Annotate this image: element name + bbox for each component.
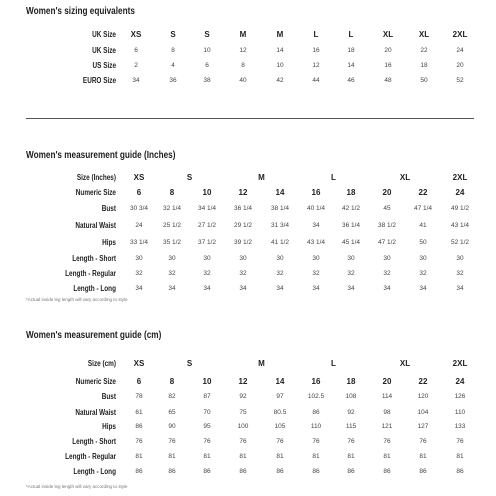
footnote-inches: *Actual inside leg length will vary according to style bbox=[26, 297, 128, 302]
table-cell: 76 bbox=[456, 438, 464, 445]
table-cell: 108 bbox=[345, 393, 357, 400]
table-cell: 6 bbox=[134, 47, 138, 54]
table-cell: 34 bbox=[456, 285, 464, 292]
row-label: Size (Inches) bbox=[76, 173, 116, 182]
table-cell: 81 bbox=[168, 453, 176, 460]
table-cell: 61 bbox=[135, 409, 143, 416]
table-cell: 34 bbox=[203, 285, 211, 292]
table-cell: M bbox=[258, 173, 265, 182]
table-cell: 32 bbox=[347, 270, 355, 277]
row-label: UK Size bbox=[92, 30, 116, 39]
table-cell: 80.5 bbox=[273, 409, 287, 416]
table-cell: 30 bbox=[383, 255, 391, 262]
table-cell: M bbox=[258, 359, 265, 368]
table-cell: 47 1/2 bbox=[377, 239, 397, 246]
table-cell: 75 bbox=[239, 409, 247, 416]
table-cell: XS bbox=[133, 359, 145, 368]
table-cell: 30 bbox=[203, 255, 211, 262]
section-title-cm-guide: Women's measurement guide (cm) bbox=[26, 330, 162, 341]
table-cell: 16 bbox=[384, 62, 392, 69]
table-cell: 38 1/4 bbox=[270, 205, 290, 212]
table-cell: 34 bbox=[419, 285, 427, 292]
table-cell: 30 bbox=[135, 255, 143, 262]
table-cell: 32 bbox=[239, 270, 247, 277]
table-cell: 30 bbox=[419, 255, 427, 262]
table-cell: 114 bbox=[381, 393, 393, 400]
table-cell: 115 bbox=[345, 423, 357, 430]
table-cell: 12 bbox=[238, 188, 248, 197]
table-cell: 52 bbox=[456, 77, 464, 84]
table-cell: 81 bbox=[312, 453, 320, 460]
table-cell: 12 bbox=[239, 47, 247, 54]
table-cell: 24 bbox=[135, 222, 143, 229]
table-cell: 81 bbox=[276, 453, 284, 460]
table-cell: 34 bbox=[132, 77, 140, 84]
table-cell: 81 bbox=[347, 453, 355, 460]
row-label: Length - Regular bbox=[65, 452, 116, 461]
table-cell: 81 bbox=[135, 453, 143, 460]
table-cell: 34 bbox=[312, 222, 320, 229]
row-label: Natural Waist bbox=[75, 221, 116, 230]
row-label: Size (cm) bbox=[87, 359, 116, 368]
table-cell: 32 bbox=[456, 270, 464, 277]
table-cell: 110 bbox=[454, 409, 466, 416]
table-cell: 30 bbox=[276, 255, 284, 262]
table-cell: 20 bbox=[382, 188, 392, 197]
table-cell: 86 bbox=[276, 468, 284, 475]
row-label: Bust bbox=[101, 204, 116, 213]
table-cell: 8 bbox=[171, 47, 175, 54]
table-cell: 20 bbox=[384, 47, 392, 54]
table-cell: 38 bbox=[203, 77, 211, 84]
table-cell: 36 1/4 bbox=[233, 205, 253, 212]
table-cell: 32 bbox=[135, 270, 143, 277]
table-cell: 2 bbox=[134, 62, 138, 69]
table-cell: 6 bbox=[136, 188, 142, 197]
table-cell: 65 bbox=[168, 409, 176, 416]
table-cell: 10 bbox=[202, 188, 212, 197]
table-cell: L bbox=[331, 173, 336, 182]
table-cell: 2XL bbox=[452, 359, 468, 368]
row-label: Length - Short bbox=[72, 254, 116, 263]
table-cell: 8 bbox=[169, 377, 175, 386]
table-cell: 90 bbox=[168, 423, 176, 430]
table-cell: 44 bbox=[312, 77, 320, 84]
table-cell: M bbox=[276, 30, 284, 39]
table-cell: 34 bbox=[276, 285, 284, 292]
table-cell: 86 bbox=[239, 468, 247, 475]
row-label: Natural Waist bbox=[75, 408, 116, 417]
table-cell: 86 bbox=[312, 409, 320, 416]
table-cell: 34 bbox=[383, 285, 391, 292]
table-cell: 81 bbox=[383, 453, 391, 460]
table-cell: 8 bbox=[241, 62, 245, 69]
table-cell: 41 1/2 bbox=[270, 239, 290, 246]
table-cell: 127 bbox=[417, 423, 429, 430]
row-label: Bust bbox=[101, 392, 116, 401]
table-cell: 24 bbox=[455, 188, 465, 197]
table-cell: 105 bbox=[274, 423, 286, 430]
table-cell: 43 1/4 bbox=[306, 239, 326, 246]
table-cell: 30 bbox=[312, 255, 320, 262]
section-title-inches-guide: Women's measurement guide (Inches) bbox=[26, 150, 176, 161]
table-cell: 76 bbox=[168, 438, 176, 445]
table-cell: 30 3/4 bbox=[129, 205, 149, 212]
table-cell: 32 bbox=[383, 270, 391, 277]
table-cell: 12 bbox=[238, 377, 248, 386]
table-cell: 2XL bbox=[452, 173, 468, 182]
table-cell: 6 bbox=[205, 62, 209, 69]
table-cell: 81 bbox=[419, 453, 427, 460]
table-cell: 14 bbox=[275, 377, 285, 386]
table-cell: 43 1/4 bbox=[450, 222, 470, 229]
table-cell: S bbox=[170, 30, 176, 39]
table-cell: 76 bbox=[347, 438, 355, 445]
table-cell: XL bbox=[399, 359, 411, 368]
table-cell: 45 bbox=[383, 205, 391, 212]
section-title-sizing-equivalents: Women's sizing equivalents bbox=[26, 6, 135, 17]
table-cell: 41 bbox=[419, 222, 427, 229]
table-cell: 95 bbox=[203, 423, 211, 430]
table-cell: 18 bbox=[346, 188, 356, 197]
table-cell: 30 bbox=[239, 255, 247, 262]
table-cell: 42 1/2 bbox=[341, 205, 361, 212]
table-cell: 76 bbox=[419, 438, 427, 445]
table-cell: 50 bbox=[420, 77, 428, 84]
table-cell: 22 bbox=[418, 188, 428, 197]
table-cell: 52 1/2 bbox=[450, 239, 470, 246]
table-cell: 82 bbox=[168, 393, 176, 400]
table-cell: 102.5 bbox=[307, 393, 325, 400]
table-cell: 34 bbox=[347, 285, 355, 292]
table-cell: 18 bbox=[420, 62, 428, 69]
table-cell: 42 bbox=[276, 77, 284, 84]
table-cell: 40 bbox=[239, 77, 247, 84]
table-cell: 97 bbox=[276, 393, 284, 400]
table-cell: 86 bbox=[456, 468, 464, 475]
table-cell: 81 bbox=[456, 453, 464, 460]
table-cell: 32 1/4 bbox=[162, 205, 182, 212]
table-cell: S bbox=[186, 359, 193, 368]
table-cell: 32 bbox=[203, 270, 211, 277]
table-cell: 34 bbox=[168, 285, 176, 292]
table-cell: 104 bbox=[417, 409, 429, 416]
table-cell: 86 bbox=[383, 468, 391, 475]
table-cell: 24 bbox=[456, 47, 464, 54]
footnote-cm: *Actual inside leg length will vary according to style bbox=[26, 484, 128, 489]
table-cell: 86 bbox=[419, 468, 427, 475]
table-cell: 30 bbox=[347, 255, 355, 262]
section-divider bbox=[26, 118, 474, 119]
row-label: UK Size bbox=[92, 46, 116, 55]
table-cell: 86 bbox=[203, 468, 211, 475]
table-cell: 10 bbox=[202, 377, 212, 386]
table-cell: 10 bbox=[276, 62, 284, 69]
table-cell: L bbox=[348, 30, 354, 39]
table-cell: 121 bbox=[381, 423, 393, 430]
table-cell: 76 bbox=[135, 438, 143, 445]
table-cell: 48 bbox=[384, 77, 392, 84]
row-label: Length - Regular bbox=[65, 269, 116, 278]
table-cell: 12 bbox=[312, 62, 320, 69]
table-cell: 2XL bbox=[452, 30, 468, 39]
table-cell: 25 1/2 bbox=[162, 222, 182, 229]
table-cell: S bbox=[204, 30, 210, 39]
table-cell: 100 bbox=[237, 423, 249, 430]
table-cell: 92 bbox=[239, 393, 247, 400]
table-cell: 20 bbox=[382, 377, 392, 386]
table-cell: 22 bbox=[420, 47, 428, 54]
table-cell: 30 bbox=[456, 255, 464, 262]
table-cell: 32 bbox=[276, 270, 284, 277]
table-cell: 24 bbox=[455, 377, 465, 386]
table-cell: 40 1/4 bbox=[306, 205, 326, 212]
table-cell: 32 bbox=[168, 270, 176, 277]
table-cell: 81 bbox=[203, 453, 211, 460]
table-cell: 14 bbox=[347, 62, 355, 69]
table-cell: 4 bbox=[171, 62, 175, 69]
table-cell: XL bbox=[399, 173, 411, 182]
table-cell: 86 bbox=[135, 423, 143, 430]
table-cell: XS bbox=[130, 30, 142, 39]
table-cell: M bbox=[239, 30, 247, 39]
row-label: EURO Size bbox=[82, 76, 116, 85]
table-cell: 49 1/2 bbox=[450, 205, 470, 212]
row-label: Hips bbox=[102, 422, 116, 431]
table-cell: 38 1/2 bbox=[377, 222, 397, 229]
table-cell: 36 bbox=[169, 77, 177, 84]
table-cell: 27 1/2 bbox=[197, 222, 217, 229]
table-cell: L bbox=[331, 359, 336, 368]
table-cell: 76 bbox=[276, 438, 284, 445]
row-label: US Size bbox=[92, 61, 116, 70]
table-cell: 33 1/4 bbox=[129, 239, 149, 246]
table-cell: L bbox=[313, 30, 319, 39]
row-label: Hips bbox=[102, 238, 116, 247]
row-label: Numeric Size bbox=[75, 377, 116, 386]
table-cell: 36 1/4 bbox=[341, 222, 361, 229]
table-cell: 76 bbox=[383, 438, 391, 445]
table-cell: 34 bbox=[312, 285, 320, 292]
table-cell: 86 bbox=[135, 468, 143, 475]
table-cell: XL bbox=[418, 30, 430, 39]
table-cell: 110 bbox=[310, 423, 322, 430]
table-cell: 78 bbox=[135, 393, 143, 400]
table-cell: 126 bbox=[454, 393, 466, 400]
row-label: Length - Long bbox=[73, 284, 116, 293]
table-cell: 45 1/4 bbox=[341, 239, 361, 246]
table-cell: 18 bbox=[347, 47, 355, 54]
table-cell: 18 bbox=[346, 377, 356, 386]
table-cell: 70 bbox=[203, 409, 211, 416]
table-cell: 16 bbox=[311, 188, 321, 197]
table-cell: 86 bbox=[347, 468, 355, 475]
table-cell: 86 bbox=[168, 468, 176, 475]
table-cell: 34 bbox=[239, 285, 247, 292]
table-cell: 120 bbox=[417, 393, 429, 400]
table-cell: 50 bbox=[419, 239, 427, 246]
table-cell: 20 bbox=[456, 62, 464, 69]
table-cell: 35 1/2 bbox=[162, 239, 182, 246]
table-cell: 46 bbox=[347, 77, 355, 84]
table-cell: 39 1/2 bbox=[233, 239, 253, 246]
table-cell: 31 3/4 bbox=[270, 222, 290, 229]
table-cell: 47 1/4 bbox=[413, 205, 433, 212]
table-cell: 16 bbox=[312, 47, 320, 54]
table-cell: 86 bbox=[312, 468, 320, 475]
table-cell: 76 bbox=[239, 438, 247, 445]
table-cell: 76 bbox=[203, 438, 211, 445]
table-cell: XL bbox=[382, 30, 394, 39]
table-cell: 6 bbox=[136, 377, 142, 386]
row-label: Length - Short bbox=[72, 437, 116, 446]
row-label: Length - Long bbox=[73, 467, 116, 476]
table-cell: 76 bbox=[312, 438, 320, 445]
table-cell: 37 1/2 bbox=[197, 239, 217, 246]
table-cell: 133 bbox=[454, 423, 466, 430]
table-cell: 10 bbox=[203, 47, 211, 54]
table-cell: 32 bbox=[312, 270, 320, 277]
table-cell: 29 1/2 bbox=[233, 222, 253, 229]
table-cell: 87 bbox=[203, 393, 211, 400]
table-cell: 16 bbox=[311, 377, 321, 386]
table-cell: 34 bbox=[135, 285, 143, 292]
table-cell: 22 bbox=[418, 377, 428, 386]
table-cell: 30 bbox=[168, 255, 176, 262]
table-cell: S bbox=[186, 173, 193, 182]
table-cell: 98 bbox=[383, 409, 391, 416]
table-cell: 32 bbox=[419, 270, 427, 277]
row-label: Numeric Size bbox=[75, 188, 116, 197]
table-cell: 81 bbox=[239, 453, 247, 460]
table-cell: 14 bbox=[275, 188, 285, 197]
table-cell: 14 bbox=[276, 47, 284, 54]
table-cell: XS bbox=[133, 173, 145, 182]
table-cell: 34 1/4 bbox=[197, 205, 217, 212]
table-cell: 92 bbox=[347, 409, 355, 416]
table-cell: 8 bbox=[169, 188, 175, 197]
